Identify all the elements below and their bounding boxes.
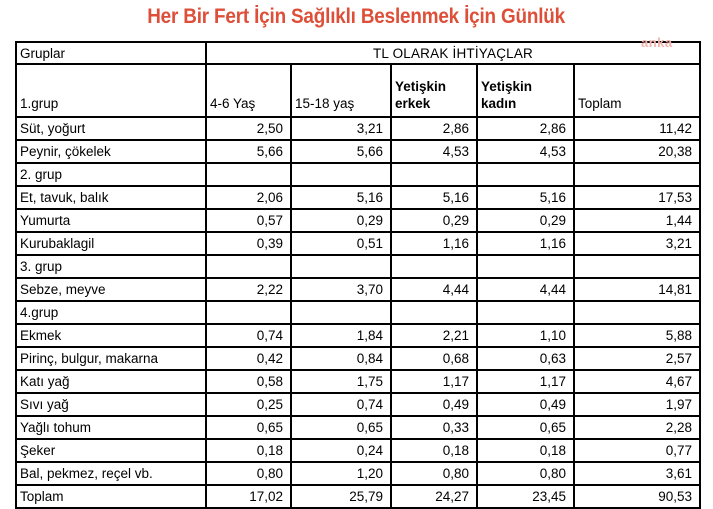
value-cell: 0,65 [206,416,291,439]
table-row [16,370,700,393]
value-cell: 3,70 [291,278,391,301]
group-header-row [16,163,700,186]
value-cell: 1,84 [291,324,391,347]
value-cell: 1,10 [477,324,574,347]
header-yetiskin-erkek: Yetişkin erkek [391,64,477,117]
value-cell: 5,16 [291,186,391,209]
value-cell: 1,75 [291,370,391,393]
value-cell: 1,97 [574,393,700,416]
value-cell: 0,29 [477,209,574,232]
header-4-6-yas: 4-6 Yaş [206,64,291,117]
value-cell: 0,24 [291,439,391,462]
value-cell: 2,86 [391,117,477,140]
header-1-grup: 1.grup [16,64,206,117]
value-cell: 2,21 [391,324,477,347]
value-cell: 0,74 [291,393,391,416]
row-label: Kurubaklagil [16,232,206,255]
value-cell: 4,53 [477,140,574,163]
row-label: Sıvı yağ [16,393,206,416]
value-cell: 0,25 [206,393,291,416]
table-row [16,232,700,255]
value-cell [477,255,574,278]
value-cell [291,163,391,186]
value-cell: 17,02 [206,485,291,508]
value-cell: 0,74 [206,324,291,347]
table-row [16,209,700,232]
header-15-18-yas: 15-18 yaş [291,64,391,117]
header-yetiskin-kadin: Yetişkin kadın [477,64,574,117]
table-row [16,439,700,462]
value-cell: 0,63 [477,347,574,370]
value-cell: 0,18 [391,439,477,462]
value-cell [391,255,477,278]
row-label: Bal, pekmez, reçel vb. [16,462,206,485]
row-label: Süt, yoğurt [16,117,206,140]
value-cell: 0,80 [477,462,574,485]
value-cell: 2,86 [477,117,574,140]
value-cell: 0,57 [206,209,291,232]
value-cell: 0,77 [574,439,700,462]
table-body [16,117,700,508]
value-cell: 0,80 [206,462,291,485]
row-label: 3. grup [16,255,206,278]
table-row [16,140,700,163]
value-cell: 0,18 [477,439,574,462]
value-cell: 0,84 [291,347,391,370]
anka-watermark: anka [641,35,673,50]
value-cell: 14,81 [574,278,700,301]
value-cell: 0,42 [206,347,291,370]
value-cell: 0,18 [206,439,291,462]
table-row [16,462,700,485]
value-cell: 1,17 [391,370,477,393]
value-cell: 0,58 [206,370,291,393]
value-cell: 4,67 [574,370,700,393]
row-label: Yağlı tohum [16,416,206,439]
value-cell [574,163,700,186]
value-cell: 5,16 [391,186,477,209]
value-cell: 0,39 [206,232,291,255]
row-label: Et, tavuk, balık [16,186,206,209]
row-label: Pirinç, bulgur, makarna [16,347,206,370]
title-bar [0,0,713,35]
value-cell: 0,51 [291,232,391,255]
row-label: Toplam [16,485,206,508]
value-cell: 4,44 [391,278,477,301]
value-cell [574,301,700,324]
value-cell: 17,53 [574,186,700,209]
table-row [16,416,700,439]
value-cell: 0,33 [391,416,477,439]
value-cell: 3,21 [291,117,391,140]
value-cell: 0,49 [477,393,574,416]
value-cell: 0,68 [391,347,477,370]
value-cell: 11,42 [574,117,700,140]
value-cell: 0,65 [477,416,574,439]
header-gruplar: Gruplar [16,42,206,64]
value-cell: 24,27 [391,485,477,508]
value-cell: 0,29 [291,209,391,232]
value-cell: 2,28 [574,416,700,439]
table-row [16,278,700,301]
value-cell: 1,44 [574,209,700,232]
value-cell: 2,57 [574,347,700,370]
value-cell: 0,80 [391,462,477,485]
value-cell: 3,61 [574,462,700,485]
value-cell: 3,21 [574,232,700,255]
value-cell: 2,06 [206,186,291,209]
value-cell: 25,79 [291,485,391,508]
value-cell [477,163,574,186]
value-cell: 1,17 [477,370,574,393]
row-label: Katı yağ [16,370,206,393]
row-label: Ekmek [16,324,206,347]
daily-needs-table [15,41,701,509]
row-label: 2. grup [16,163,206,186]
table-row [16,485,700,508]
row-label: Yumurta [16,209,206,232]
row-label: Şeker [16,439,206,462]
value-cell: 0,49 [391,393,477,416]
value-cell [206,255,291,278]
value-cell [206,163,291,186]
table-row [16,117,700,140]
value-cell: 90,53 [574,485,700,508]
value-cell [477,301,574,324]
value-cell: 5,88 [574,324,700,347]
value-cell: 20,38 [574,140,700,163]
value-cell [391,163,477,186]
table-row [16,186,700,209]
value-cell [291,255,391,278]
value-cell: 1,20 [291,462,391,485]
value-cell: 2,50 [206,117,291,140]
value-cell: 2,22 [206,278,291,301]
table-row [16,347,700,370]
header-toplam: Toplam [574,64,700,117]
value-cell [206,301,291,324]
value-cell [391,301,477,324]
value-cell: 0,29 [391,209,477,232]
value-cell [291,301,391,324]
table-header-row-groups [16,42,700,64]
value-cell: 5,66 [291,140,391,163]
group-header-row [16,255,700,278]
table-row [16,393,700,416]
row-label: Sebze, meyve [16,278,206,301]
table-row [16,324,700,347]
value-cell: 1,16 [477,232,574,255]
value-cell: 0,65 [291,416,391,439]
value-cell: 5,66 [206,140,291,163]
value-cell: 4,44 [477,278,574,301]
value-cell: 23,45 [477,485,574,508]
row-label: Peynir, çökelek [16,140,206,163]
value-cell [574,255,700,278]
group-header-row [16,301,700,324]
page-title: Her Bir Fert İçin Sağlıklı Beslenmek İçin Günlük [147,5,566,28]
row-label: 4.grup [16,301,206,324]
value-cell: 5,16 [477,186,574,209]
table-header-row-columns [16,64,700,117]
header-tl-olarak-ihtiyaclar: TL OLARAK İHTİYAÇLAR [206,42,700,64]
value-cell: 4,53 [391,140,477,163]
value-cell: 1,16 [391,232,477,255]
